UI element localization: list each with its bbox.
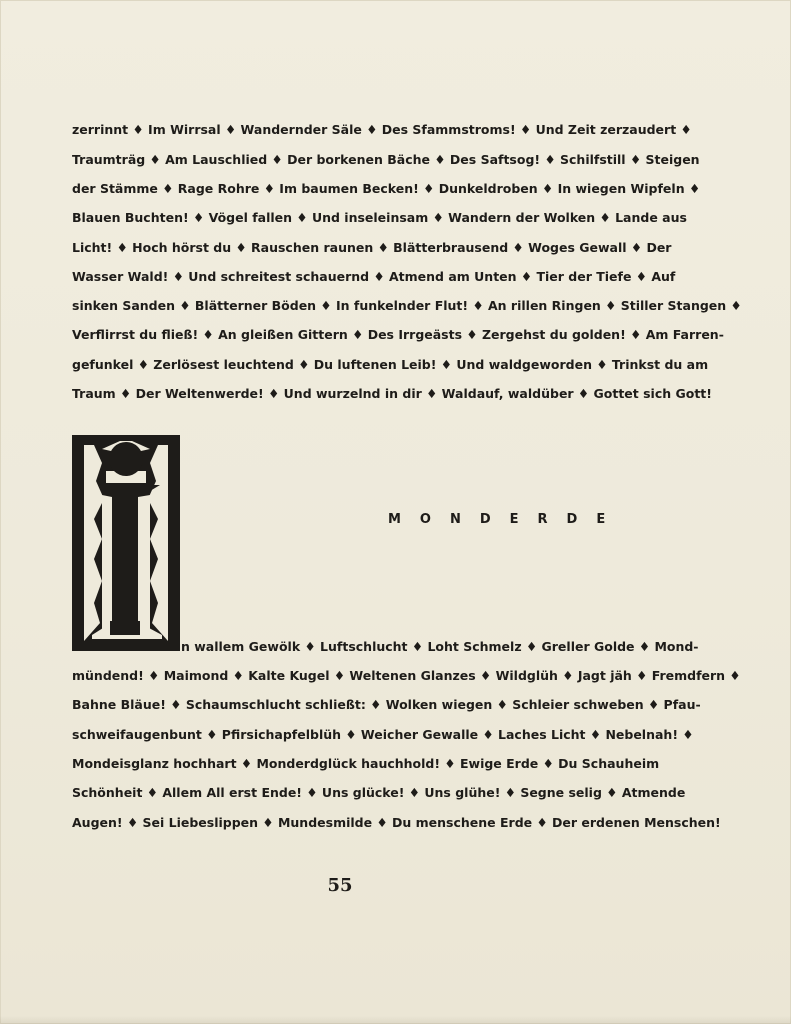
text-line: Licht! ♦ Hoch hörst du ♦ Rauschen raunen ♦ Blätterbrausend ♦ Woges Gewall ♦ Der (72, 240, 672, 255)
text-line: Bahne Bläue! ♦ Schaumschlucht schließt: ♦ Wolken wiegen ♦ Schleier schweben ♦ Pfau- (72, 697, 701, 712)
text-line: schweifaugenbunt ♦ Pfirsichapfelblüh ♦ Weicher Gewalle ♦ Laches Licht ♦ Nebelnah! ♦ (72, 727, 694, 742)
page-number: 55 (327, 875, 353, 896)
text-line: mündend! ♦ Maimond ♦ Kalte Kugel ♦ Weltenen Glanzes ♦ Wildglüh ♦ Jagt jäh ♦ Fremdfern ♦ (72, 668, 741, 683)
text-line: n wallem Gewölk ♦ Luftschlucht ♦ Loht Schmelz ♦ Greller Golde ♦ Mond- (181, 639, 699, 654)
text-line: der Stämme ♦ Rage Rohre ♦ Im baumen Becken! ♦ Dunkeldroben ♦ In wiegen Wipfeln ♦ (72, 181, 701, 196)
text-line: zerrinnt ♦ Im Wirrsal ♦ Wandernder Säle ♦ Des Sfammstroms! ♦ Und Zeit zerzaudert ♦ (72, 122, 692, 137)
text-line: Verflirrst du fließ! ♦ An gleißen Gittern ♦ Des Irrgeästs ♦ Zergehst du golden! ♦ Am Farren- (72, 327, 724, 342)
text-line: Schönheit ♦ Allem All erst Ende! ♦ Uns glücke! ♦ Uns glühe! ♦ Segne selig ♦ Atmende (72, 785, 686, 800)
pillar-foot (110, 621, 140, 635)
text-line: Wasser Wald! ♦ Und schreitest schauernd ♦ Atmend am Unten ♦ Tier der Tiefe ♦ Auf (72, 269, 676, 284)
text-line: Augen! ♦ Sei Liebeslippen ♦ Mundesmilde ♦ Du menschene Erde ♦ Der erdenen Menschen! (72, 815, 721, 830)
text-line: Blauen Buchten! ♦ Vögel fallen ♦ Und inseleinsam ♦ Wandern der Wolken ♦ Lande aus (72, 210, 687, 225)
text-line: gefunkel ♦ Zerlösest leuchtend ♦ Du luftenen Leib! ♦ Und waldgeworden ♦ Trinkst du am (72, 357, 709, 372)
text-line: Mondeisglanz hochhart ♦ Monderdglück hauchhold! ♦ Ewige Erde ♦ Du Schauheim (72, 756, 660, 771)
text-line: Traumträg ♦ Am Lauschlied ♦ Der borkenen Bäche ♦ Des Saftsog! ♦ Schilfstill ♦ Steigen (72, 152, 700, 167)
page-bottom-shadow (0, 1016, 791, 1024)
moon-disc (109, 442, 143, 476)
decorative-initial-letter (72, 435, 180, 651)
section-heading: MONDERDE (388, 512, 625, 527)
text-line: Traum ♦ Der Weltenwerde! ♦ Und wurzelnd in dir ♦ Waldauf, waldüber ♦ Gottet sich Gott! (72, 386, 712, 401)
pillar-stem (112, 497, 138, 631)
text-line: sinken Sanden ♦ Blätterner Böden ♦ In funkelnder Flut! ♦ An rillen Ringen ♦ Stiller Stangen ♦ (72, 298, 742, 313)
